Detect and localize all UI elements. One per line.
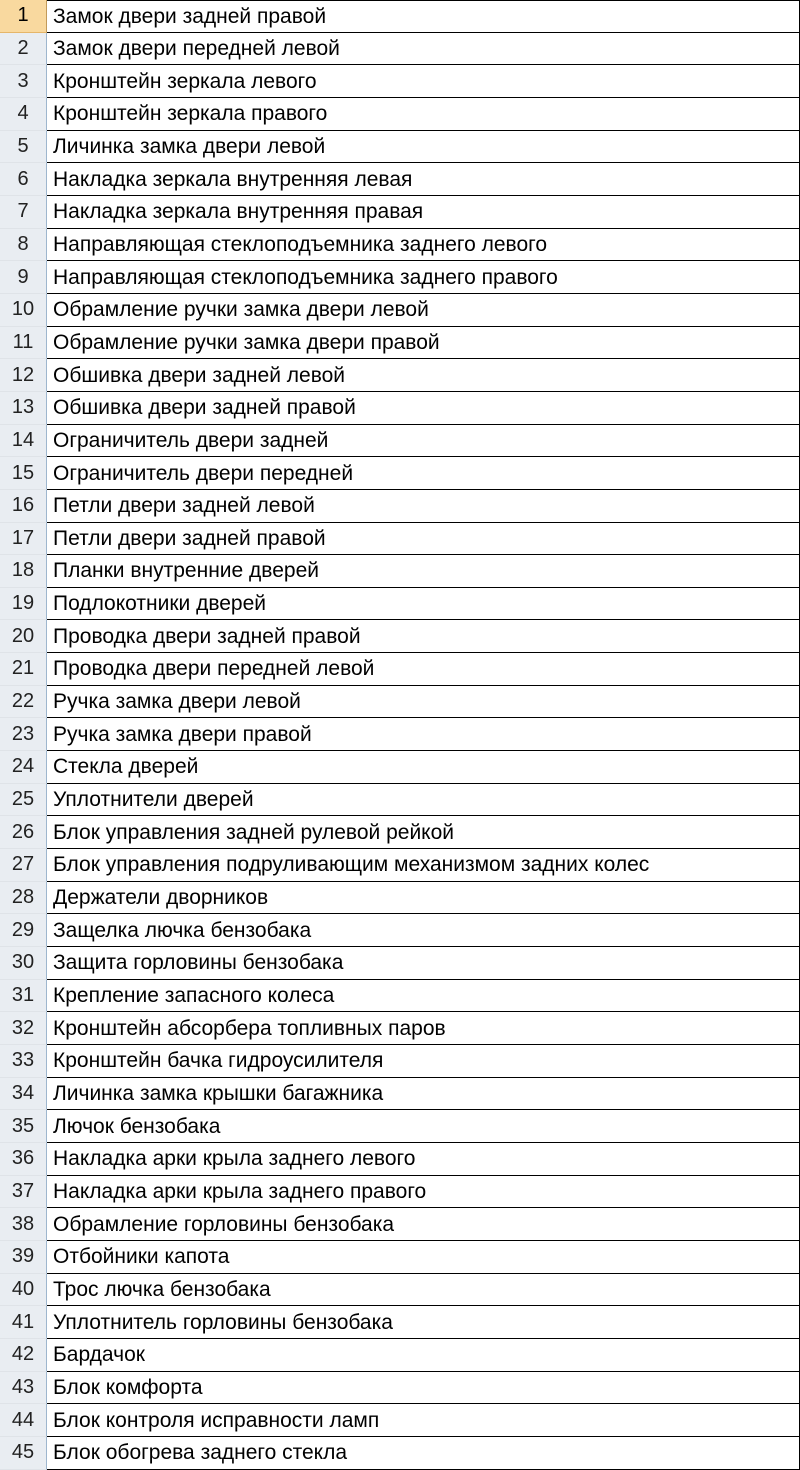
row-header-21[interactable]: 21 [0, 653, 47, 686]
cell-a23[interactable]: Ручка замка двери правой [47, 718, 800, 751]
cell-a12[interactable]: Обшивка двери задней левой [47, 359, 800, 392]
cell-a9[interactable]: Направляющая стеклоподъемника заднего правого [47, 261, 800, 294]
table-row [0, 98, 800, 131]
table-row [0, 1306, 800, 1339]
row-header-10[interactable]: 10 [0, 294, 47, 327]
row-header-7[interactable]: 7 [0, 196, 47, 229]
row-header-11[interactable]: 11 [0, 327, 47, 360]
row-header-13[interactable]: 13 [0, 392, 47, 425]
row-header-3[interactable]: 3 [0, 65, 47, 98]
table-row [0, 261, 800, 294]
table-row [0, 131, 800, 164]
table-row [0, 849, 800, 882]
row-header-38[interactable]: 38 [0, 1208, 47, 1241]
cell-a7[interactable]: Накладка зеркала внутренняя правая [47, 196, 800, 229]
table-row [0, 751, 800, 784]
cell-a37[interactable]: Накладка арки крыла заднего правого [47, 1176, 800, 1209]
table-row [0, 1078, 800, 1111]
row-header-22[interactable]: 22 [0, 686, 47, 719]
row-header-40[interactable]: 40 [0, 1274, 47, 1307]
cell-a5[interactable]: Личинка замка двери левой [47, 131, 800, 164]
row-header-5[interactable]: 5 [0, 131, 47, 164]
row-header-30[interactable]: 30 [0, 947, 47, 980]
table-row [0, 1110, 800, 1143]
table-row [0, 653, 800, 686]
cell-a32[interactable]: Кронштейн абсорбера топливных паров [47, 1012, 800, 1045]
row-header-37[interactable]: 37 [0, 1176, 47, 1209]
table-row [0, 1143, 800, 1176]
table-row [0, 555, 800, 588]
table-row [0, 1045, 800, 1078]
cell-a20[interactable]: Проводка двери задней правой [47, 620, 800, 653]
table-row [0, 620, 800, 653]
cell-a41[interactable]: Уплотнитель горловины бензобака [47, 1306, 800, 1339]
cell-a33[interactable]: Кронштейн бачка гидроусилителя [47, 1045, 800, 1078]
table-row [0, 490, 800, 523]
row-header-12[interactable]: 12 [0, 359, 47, 392]
cell-a14[interactable]: Ограничитель двери задней [47, 425, 800, 458]
table-row [0, 163, 800, 196]
cell-a17[interactable]: Петли двери задней правой [47, 523, 800, 556]
table-row [0, 980, 800, 1013]
cell-a40[interactable]: Трос лючка бензобака [47, 1274, 800, 1307]
table-row [0, 392, 800, 425]
cell-a6[interactable]: Накладка зеркала внутренняя левая [47, 163, 800, 196]
row-header-17[interactable]: 17 [0, 523, 47, 556]
row-header-28[interactable]: 28 [0, 882, 47, 915]
cell-a19[interactable]: Подлокотники дверей [47, 588, 800, 621]
row-header-32[interactable]: 32 [0, 1012, 47, 1045]
row-header-2[interactable]: 2 [0, 33, 47, 66]
row-header-15[interactable]: 15 [0, 457, 47, 490]
row-header-29[interactable]: 29 [0, 914, 47, 947]
cell-a11[interactable]: Обрамление ручки замка двери правой [47, 327, 800, 360]
cell-a39[interactable]: Отбойники капота [47, 1241, 800, 1274]
row-header-43[interactable]: 43 [0, 1372, 47, 1405]
table-row [0, 425, 800, 458]
row-header-45[interactable]: 45 [0, 1437, 47, 1470]
table-row [0, 1012, 800, 1045]
row-header-44[interactable]: 44 [0, 1404, 47, 1437]
row-header-25[interactable]: 25 [0, 784, 47, 817]
cell-a44[interactable]: Блок контроля исправности ламп [47, 1404, 800, 1437]
table-row [0, 1339, 800, 1372]
cell-a21[interactable]: Проводка двери передней левой [47, 653, 800, 686]
table-row [0, 1176, 800, 1209]
row-header-39[interactable]: 39 [0, 1241, 47, 1274]
row-header-8[interactable]: 8 [0, 229, 47, 262]
table-row [0, 1241, 800, 1274]
table-row [0, 1372, 800, 1405]
cell-a31[interactable]: Крепление запасного колеса [47, 980, 800, 1013]
row-header-9[interactable]: 9 [0, 261, 47, 294]
cell-a13[interactable]: Обшивка двери задней правой [47, 392, 800, 425]
row-header-42[interactable]: 42 [0, 1339, 47, 1372]
cell-a10[interactable]: Обрамление ручки замка двери левой [47, 294, 800, 327]
table-row [0, 457, 800, 490]
row-header-14[interactable]: 14 [0, 425, 47, 458]
cell-a29[interactable]: Защелка лючка бензобака [47, 914, 800, 947]
cell-a16[interactable]: Петли двери задней левой [47, 490, 800, 523]
table-row [0, 816, 800, 849]
table-row [0, 327, 800, 360]
row-header-24[interactable]: 24 [0, 751, 47, 784]
table-row [0, 196, 800, 229]
row-header-23[interactable]: 23 [0, 718, 47, 751]
row-header-31[interactable]: 31 [0, 980, 47, 1013]
table-row [0, 588, 800, 621]
row-header-36[interactable]: 36 [0, 1143, 47, 1176]
row-header-4[interactable]: 4 [0, 98, 47, 131]
row-header-33[interactable]: 33 [0, 1045, 47, 1078]
table-row [0, 65, 800, 98]
row-header-6[interactable]: 6 [0, 163, 47, 196]
table-row [0, 686, 800, 719]
row-header-20[interactable]: 20 [0, 620, 47, 653]
table-row [0, 784, 800, 817]
row-header-34[interactable]: 34 [0, 1078, 47, 1111]
cell-a3[interactable]: Кронштейн зеркала левого [47, 65, 800, 98]
table-row [0, 718, 800, 751]
table-row [0, 947, 800, 980]
table-row [0, 1404, 800, 1437]
cell-a45[interactable]: Блок обогрева заднего стекла [47, 1437, 800, 1470]
cell-a30[interactable]: Защита горловины бензобака [47, 947, 800, 980]
row-header-41[interactable]: 41 [0, 1306, 47, 1339]
table-row [0, 1208, 800, 1241]
cell-a34[interactable]: Личинка замка крышки багажника [47, 1078, 800, 1111]
row-header-1[interactable]: 1 [0, 0, 47, 33]
cell-a8[interactable]: Направляющая стеклоподъемника заднего левого [47, 229, 800, 262]
cell-a18[interactable]: Планки внутренние дверей [47, 555, 800, 588]
table-row [0, 33, 800, 66]
cell-a25[interactable]: Уплотнители дверей [47, 784, 800, 817]
table-row [0, 1274, 800, 1307]
table-row [0, 294, 800, 327]
table-row [0, 229, 800, 262]
cell-a2[interactable]: Замок двери передней левой [47, 33, 800, 66]
row-header-26[interactable]: 26 [0, 816, 47, 849]
row-header-35[interactable]: 35 [0, 1110, 47, 1143]
cell-a35[interactable]: Лючок бензобака [47, 1110, 800, 1143]
table-row [0, 0, 800, 33]
cell-a4[interactable]: Кронштейн зеркала правого [47, 98, 800, 131]
table-row [0, 523, 800, 556]
row-header-18[interactable]: 18 [0, 555, 47, 588]
cell-a43[interactable]: Блок комфорта [47, 1372, 800, 1405]
cell-a36[interactable]: Накладка арки крыла заднего левого [47, 1143, 800, 1176]
table-row [0, 882, 800, 915]
cell-a27[interactable]: Блок управления подруливающим механизмом задних колес [47, 849, 800, 882]
cell-a38[interactable]: Обрамление горловины бензобака [47, 1208, 800, 1241]
cell-a15[interactable]: Ограничитель двери передней [47, 457, 800, 490]
table-row [0, 1437, 800, 1470]
row-header-16[interactable]: 16 [0, 490, 47, 523]
cell-a1[interactable]: Замок двери задней правой [47, 0, 800, 33]
cell-a28[interactable]: Держатели дворников [47, 882, 800, 915]
table-row [0, 914, 800, 947]
cell-a42[interactable]: Бардачок [47, 1339, 800, 1372]
cell-a26[interactable]: Блок управления задней рулевой рейкой [47, 816, 800, 849]
row-header-19[interactable]: 19 [0, 588, 47, 621]
row-header-27[interactable]: 27 [0, 849, 47, 882]
cell-a22[interactable]: Ручка замка двери левой [47, 686, 800, 719]
cell-a24[interactable]: Стекла дверей [47, 751, 800, 784]
table-row [0, 359, 800, 392]
